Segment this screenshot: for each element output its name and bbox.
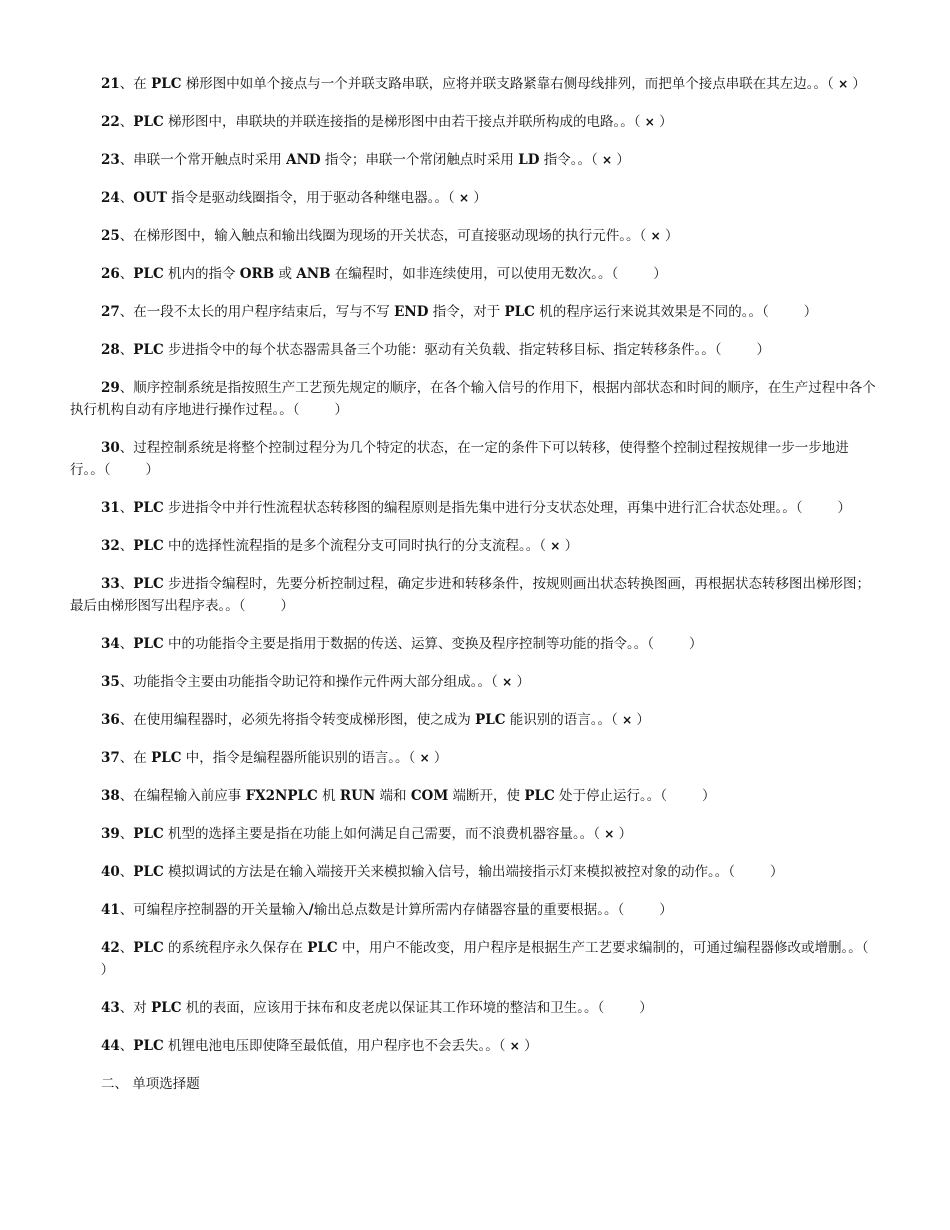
question-number: 23 — [101, 152, 120, 168]
answer-bracket-open: 。（ — [577, 152, 603, 168]
question-text: 、 — [119, 266, 134, 282]
answer-bracket-close: ） — [96, 962, 115, 978]
question-text: 、在使用编程器时，必须先将指令转变成梯形图，使之成为 — [119, 712, 476, 728]
question-number: 22 — [101, 114, 120, 130]
question-item — [70, 633, 882, 655]
question-text: 、可编程序控制器的开关量输入 — [119, 902, 309, 918]
answer-bracket-close: ） — [660, 228, 679, 244]
question-text: 的系统程序永久保存在 — [163, 940, 308, 956]
question-number: 31 — [101, 500, 120, 516]
answer-bracket-open: 。（ — [620, 114, 645, 130]
question-keyword: PLC — [133, 1038, 164, 1054]
answer-bracket-open: 。（ — [579, 826, 605, 842]
answer-bracket-close: ） — [512, 674, 530, 690]
question-list — [70, 73, 882, 1057]
question-keyword: PLC — [133, 538, 164, 554]
question-keyword: PLC — [133, 826, 164, 842]
question-number: 33 — [101, 576, 120, 592]
question-item — [70, 437, 882, 481]
question-text: 、 — [119, 500, 134, 516]
question-item — [70, 1035, 882, 1057]
question-text: 、 — [119, 538, 134, 554]
question-text: 、功能指令主要由功能指令助记符和操作元件两大部分组成。 — [119, 674, 478, 690]
question-item — [70, 263, 882, 285]
question-number: 38 — [101, 788, 120, 804]
question-text: 中，指令是编程器所能识别的语言。 — [181, 750, 396, 766]
answer-bracket-close: ） — [684, 636, 703, 652]
question-text: 、在 — [119, 76, 152, 92]
question-text: 、 — [119, 636, 134, 652]
question-item — [70, 861, 882, 883]
question-number: 43 — [101, 1000, 120, 1016]
question-item — [70, 671, 882, 693]
question-number: 35 — [101, 674, 120, 690]
question-text: 、 — [119, 342, 134, 358]
answer-bracket-close: ） — [833, 500, 851, 516]
answer-bracket-open: 。（ — [279, 402, 304, 418]
question-keyword: AND — [286, 152, 321, 168]
question-item — [70, 709, 882, 731]
answer-bracket-close: ） — [765, 864, 784, 880]
answer-bracket-open: 。（ — [714, 864, 740, 880]
question-text: 、顺序控制系统是指按照生产工艺预先规定的顺序，在各个输入信号的作用下，根据内部状态和时间的顺序，在生产过程中各个执行机构自动有序地进行操作过程。 — [70, 380, 876, 418]
answer-mark: × — [550, 539, 561, 553]
question-keyword: PLC — [151, 76, 182, 92]
answer-mark: × — [838, 77, 849, 91]
question-text: 梯形图中如单个接点与一个并联支路串联，应将并联支路紧靠右侧母线排列，而把单个接点串联在其左边。 — [181, 76, 814, 92]
answer-mark: × — [650, 229, 661, 243]
question-item — [70, 937, 882, 981]
answer-bracket-close: ） — [799, 304, 818, 320]
question-text: 机的程序运行来说其效果是不同的。 — [534, 304, 749, 320]
answer-mark: × — [644, 115, 655, 129]
answer-bracket-open: 。（ — [597, 712, 623, 728]
question-item — [70, 187, 882, 209]
question-number: 41 — [101, 902, 120, 918]
answer-bracket-close: ） — [654, 902, 673, 918]
question-text: 或 — [274, 266, 297, 282]
question-keyword: PLC — [504, 304, 535, 320]
question-number: 44 — [101, 1038, 120, 1054]
answer-bracket-close: ） — [519, 1038, 538, 1054]
answer-bracket-close: ） — [614, 826, 633, 842]
question-keyword: PLC — [133, 342, 164, 358]
question-text: 、 — [119, 576, 134, 592]
question-text: 在编程时，如非连续使用，可以使用无数次。 — [330, 266, 599, 282]
question-item — [70, 785, 882, 807]
question-keyword: ANB — [296, 266, 331, 282]
question-text: 指令，对于 — [428, 304, 505, 320]
answer-bracket-open: 。（ — [225, 598, 250, 614]
answer-bracket-open: 。（ — [701, 342, 726, 358]
answer-bracket-open: 。（ — [813, 76, 839, 92]
question-keyword: PLC — [307, 940, 338, 956]
question-number: 42 — [101, 940, 120, 956]
answer-mark: × — [502, 675, 513, 689]
question-text: 、 — [119, 1038, 134, 1054]
answer-bracket-close: ） — [560, 538, 579, 554]
answer-bracket-close: ） — [648, 266, 667, 282]
question-number: 34 — [101, 636, 120, 652]
question-text: 中的选择性流程指的是多个流程分支可同时执行的分支流程。 — [163, 538, 526, 554]
answer-bracket-close: ） — [141, 462, 159, 478]
question-number: 39 — [101, 826, 120, 842]
question-text: 步进指令中并行性流程状态转移图的编程原则是指先集中进行分支状态处理，再集中进行汇合状态处理。 — [163, 500, 783, 516]
answer-bracket-open: 。（ — [748, 304, 774, 320]
question-text: 中，用户不能改变，用户程序是根据生产工艺要求编制的，可通过编程器修改或增删。 — [337, 940, 849, 956]
question-number: 27 — [101, 304, 120, 320]
question-item — [70, 535, 882, 557]
question-item — [70, 497, 882, 519]
question-text: 机 — [317, 788, 340, 804]
question-keyword: OUT — [133, 190, 167, 206]
question-keyword: LD — [518, 152, 540, 168]
question-keyword: PLC — [151, 1000, 182, 1016]
question-text: 指令是驱动线圈指令，用于驱动各种继电器。 — [166, 190, 435, 206]
answer-bracket-open: 。（ — [477, 674, 503, 690]
question-text: 、在 — [119, 750, 152, 766]
question-text: 、在编程输入前应事 — [119, 788, 246, 804]
question-number: 26 — [101, 266, 120, 282]
question-text: 、 — [119, 826, 134, 842]
question-keyword: COM — [410, 788, 449, 804]
question-text: 端断开，使 — [448, 788, 525, 804]
question-keyword: PLC — [151, 750, 182, 766]
answer-bracket-open: 。（ — [395, 750, 420, 766]
question-item — [70, 111, 882, 133]
answer-bracket-open: 。（ — [485, 1038, 510, 1054]
answer-bracket-close: ） — [429, 750, 448, 766]
question-text: 输出总点数是计算所需内存储器容量的重要根据。 — [313, 902, 604, 918]
answer-bracket-open: 。（ — [646, 788, 672, 804]
question-text: 中的功能指令主要是指用于数据的传送、运算、变换及程序控制等功能的指令。 — [163, 636, 634, 652]
question-keyword: PLC — [133, 636, 164, 652]
question-text: 步进指令中的每个状态器需具备三个功能：驱动有关负载、指定转移目标、指定转移条件。 — [163, 342, 702, 358]
question-text: 、串联一个常开触点时采用 — [119, 152, 287, 168]
answer-mark: × — [458, 191, 470, 205]
question-text: 机内的指令 — [163, 266, 240, 282]
answer-bracket-open: 。（ — [525, 538, 551, 554]
question-number: 32 — [101, 538, 120, 554]
question-text: 处于停止运行。 — [554, 788, 647, 804]
question-item — [70, 573, 882, 617]
answer-bracket-close: ） — [697, 788, 716, 804]
question-number: 30 — [101, 440, 120, 456]
question-item — [70, 225, 882, 247]
answer-bracket-close: ） — [632, 712, 650, 728]
question-keyword: PLC — [133, 864, 164, 880]
question-item — [70, 73, 882, 95]
question-keyword: PLC — [524, 788, 555, 804]
question-item — [70, 149, 882, 171]
document-page — [70, 73, 882, 1095]
question-text: 机的表面，应该用于抹布和皮老虎以保证其工作环境的整洁和卫生。 — [181, 1000, 585, 1016]
answer-mark: × — [509, 1039, 520, 1053]
question-keyword: RUN — [339, 788, 376, 804]
answer-bracket-open: 。（ — [598, 266, 623, 282]
question-keyword: ORB — [239, 266, 275, 282]
answer-bracket-open: 。（ — [626, 228, 651, 244]
question-number: 36 — [101, 712, 120, 728]
question-keyword: PLC — [133, 500, 164, 516]
question-text: 指令。 — [539, 152, 578, 168]
question-text: 步进指令编程时，先要分析控制过程，确定步进和转移条件，按规则画出状态转换图画，再根据状态转移图出梯形图；最后由梯形图写出程序表。 — [70, 576, 870, 614]
answer-bracket-close: ） — [330, 402, 348, 418]
question-text: 端和 — [375, 788, 411, 804]
answer-bracket-open: 。（ — [584, 1000, 609, 1016]
question-item — [70, 997, 882, 1019]
answer-bracket-close: ） — [848, 76, 866, 92]
question-keyword: / — [308, 902, 314, 918]
answer-bracket-close: ） — [752, 342, 770, 358]
answer-bracket-open: 。（ — [434, 190, 459, 206]
section-heading: 二、 单项选择题 — [101, 1076, 200, 1092]
question-text: 梯形图中，串联块的并联连接指的是梯形图中由若干接点并联所构成的电路。 — [163, 114, 621, 130]
question-text: 能识别的语言。 — [505, 712, 598, 728]
question-text: 模拟调试的方法是在输入端接开关来模拟输入信号，输出端接指示灯来模拟被控对象的动作。 — [163, 864, 715, 880]
question-text: 机锂电池电压即使降至最低值，用户程序也不会丢失。 — [163, 1038, 486, 1054]
question-keyword: PLC — [133, 266, 164, 282]
answer-mark: × — [604, 827, 615, 841]
answer-bracket-close: ） — [654, 114, 673, 130]
answer-bracket-open: 。（ — [848, 940, 869, 956]
answer-bracket-close: ） — [612, 152, 630, 168]
question-item — [70, 747, 882, 769]
question-text: 、在梯形图中，输入触点和输出线圈为现场的开关状态，可直接驱动现场的执行元件。 — [119, 228, 627, 244]
question-text: 、过程控制系统是将整个控制过程分为几个特定的状态，在一定的条件下可以转移，使得整个控制过程按规律一步一步地进行。 — [70, 440, 849, 478]
question-text: 、对 — [119, 1000, 152, 1016]
answer-mark: × — [622, 713, 633, 727]
question-text: 、 — [119, 114, 134, 130]
question-keyword: PLC — [133, 114, 164, 130]
answer-bracket-open: 。（ — [603, 902, 629, 918]
question-keyword: PLC — [133, 940, 164, 956]
question-number: 40 — [101, 864, 120, 880]
question-text: 、 — [119, 190, 134, 206]
question-item — [70, 301, 882, 323]
question-number: 37 — [101, 750, 120, 766]
answer-mark: × — [419, 751, 430, 765]
answer-bracket-close: ） — [276, 598, 294, 614]
question-number: 25 — [101, 228, 120, 244]
question-number: 24 — [101, 190, 120, 206]
answer-bracket-close: ） — [634, 1000, 653, 1016]
question-text: 机型的选择主要是指在功能上如何满足自己需要，而不浪费机器容量。 — [163, 826, 580, 842]
question-keyword: FX2NPLC — [245, 788, 318, 804]
answer-mark: × — [602, 153, 613, 167]
answer-bracket-open: 。（ — [633, 636, 659, 652]
answer-bracket-open: 。（ — [90, 462, 115, 478]
question-text: 指令；串联一个常闭触点时采用 — [320, 152, 519, 168]
answer-bracket-open: 。（ — [782, 500, 807, 516]
question-number: 29 — [101, 380, 120, 396]
question-item — [70, 899, 882, 921]
question-number: 28 — [101, 342, 120, 358]
question-number: 21 — [101, 76, 120, 92]
question-item — [70, 377, 882, 421]
question-text: 、 — [119, 864, 134, 880]
question-item — [70, 823, 882, 845]
question-item — [70, 339, 882, 361]
question-keyword: END — [394, 304, 429, 320]
question-keyword: PLC — [475, 712, 506, 728]
answer-bracket-close: ） — [469, 190, 487, 206]
question-text: 、在一段不太长的用户程序结束后，写与不写 — [119, 304, 395, 320]
question-text: 、 — [119, 940, 134, 956]
question-keyword: PLC — [133, 576, 164, 592]
